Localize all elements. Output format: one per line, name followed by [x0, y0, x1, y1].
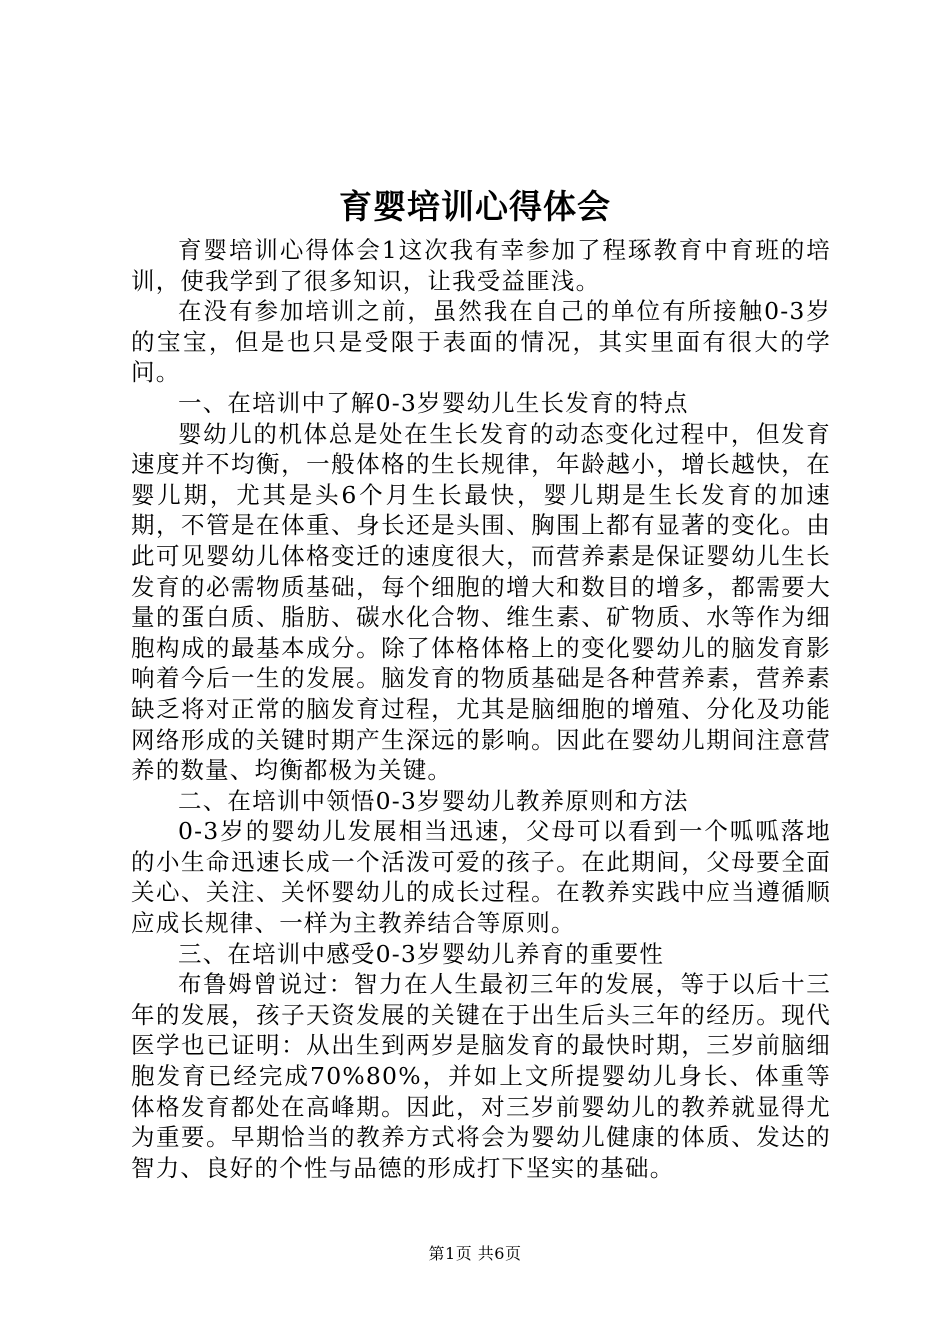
page-footer: 第1页 共6页	[428, 1244, 522, 1263]
paragraph: 布鲁姆曾说过：智力在人生最初三年的发展，等于以后十三年的发展，孩子天资发展的关键在于出生后头三年的经历。现代医学也已证明：从出生到两岁是脑发育的最快时期，三岁前脑细胞发育已经完成70%80%，并如上文所提婴幼儿身长、体重等体格发育都处在高峰期。因此，对三岁前婴幼儿的教养就显得尤为重要。早期恰当的教养方式将会为婴幼儿健康的体质、发达的智力、良好的个性与品德的形成打下坚实的基础。	[131, 970, 831, 1182]
paragraph: 婴幼儿的机体总是处在生长发育的动态变化过程中，但发育速度并不均衡，一般体格的生长规律，年龄越小，增长越快，在婴儿期，尤其是头6个月生长最快，婴儿期是生长发育的加速期，不管是在体重、身长还是头围、胸围上都有显著的变化。由此可见婴幼儿体格变迁的速度很大，而营养素是保证婴幼儿生长发育的必需物质基础，每个细胞的增大和数目的增多，都需要大量的蛋白质、脂肪、碳水化合物、维生素、矿物质、水等作为细胞构成的最基本成分。除了体格体格上的变化婴幼儿的脑发育影响着今后一生的发展。脑发育的物质基础是各种营养素，营养素缺乏将对正常的脑发育过程，尤其是脑细胞的增殖、分化及功能网络形成的关键时期产生深远的影响。因此在婴幼儿期间注意营养的数量、均衡都极为关键。	[131, 419, 831, 785]
document-title: 育婴培训心得体会	[339, 187, 611, 226]
paragraph: 在没有参加培训之前，虽然我在自己的单位有所接触0-3岁的宝宝，但是也只是受限于表面的情况，其实里面有很大的学问。	[131, 297, 831, 387]
section-heading: 三、在培训中感受0-3岁婴幼儿养育的重要性	[178, 939, 665, 968]
section-heading: 二、在培训中领悟0-3岁婴幼儿教养原则和方法	[178, 786, 689, 815]
paragraph: 0-3岁的婴幼儿发展相当迅速，父母可以看到一个呱呱落地的小生命迅速长成一个活泼可爱的孩子。在此期间，父母要全面关心、关注、关怀婴幼儿的成长过程。在教养实践中应当遵循顺应成长规律、一样为主教养结合等原则。	[131, 817, 831, 938]
section-heading: 一、在培训中了解0-3岁婴幼儿生长发育的特点	[178, 388, 689, 417]
paragraph: 育婴培训心得体会1这次我有幸参加了程琢教育中育班的培训，使我学到了很多知识，让我受益匪浅。	[131, 236, 831, 295]
document-body	[131, 235, 831, 1183]
